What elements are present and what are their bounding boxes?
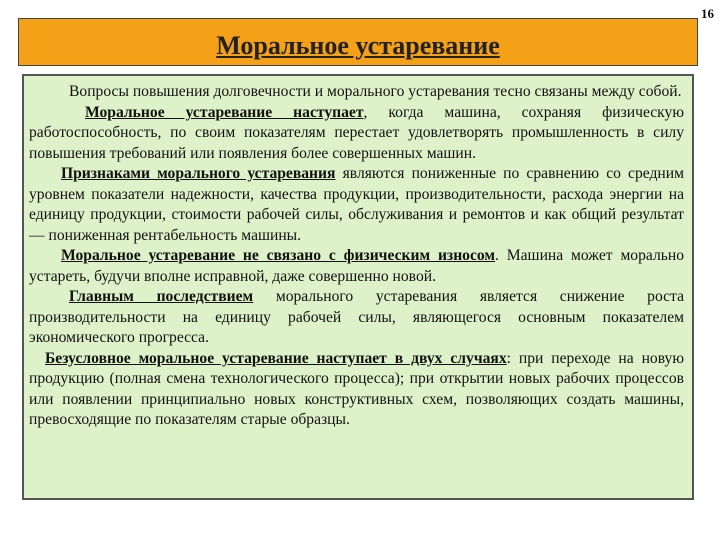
paragraph-lead: Главным последствием <box>69 288 254 305</box>
paragraph-lead: Моральное устаревание не связано с физическим износом <box>61 247 496 264</box>
paragraph-definition <box>29 103 684 165</box>
paragraph-physical-wear <box>29 246 684 287</box>
page-title: Моральное устаревание <box>216 31 500 60</box>
paragraph-consequence <box>29 287 684 349</box>
title-bar <box>18 18 698 66</box>
paragraph-text: являются пониженные по сравнению со средним уровнем показатели надежности, качества продукции, производительности, расхода энергии на единицу продукции, стоимости рабочей силы, обслуживания и ремонтов и как общий результат — пониженная рентабельность машины. <box>29 165 684 244</box>
paragraph-cases <box>29 349 684 431</box>
slide-number: 16 <box>701 6 714 21</box>
paragraph-signs <box>29 164 684 246</box>
paragraph-lead: Признаками морального устаревания <box>61 165 336 182</box>
paragraph-lead: Моральное устаревание наступает <box>85 103 364 121</box>
paragraph-text: Вопросы повышения долговечности и морального устаревания тесно связаны между собой. <box>69 83 682 100</box>
paragraph-text: . Машина может морально устареть, будучи вполне исправной, даже совершенно новой. <box>29 247 684 285</box>
paragraph-lead: Безусловное моральное устаревание наступает в двух случаях <box>45 349 507 367</box>
paragraph-text: морального устаревания является снижение роста производительности на единицу рабочей силы, являющегося основным показателем экономического прогресса. <box>29 288 684 346</box>
paragraph-text: : при переходе на новую продукцию (полная смена технологического процесса); при открытии новых рабочих процессов или появлении принципиально новых конструктивных схем, позволяющих создать машины, превосходящие по показателям старые образцы. <box>29 349 684 428</box>
content-box <box>22 74 694 500</box>
paragraph-text: , когда машина, сохраняя физическую работоспособность, по своим показателям перестает удовлетворять промышленность в силу повышения требований или появления более совершенных машин. <box>29 103 684 162</box>
paragraph-intro <box>29 82 684 103</box>
